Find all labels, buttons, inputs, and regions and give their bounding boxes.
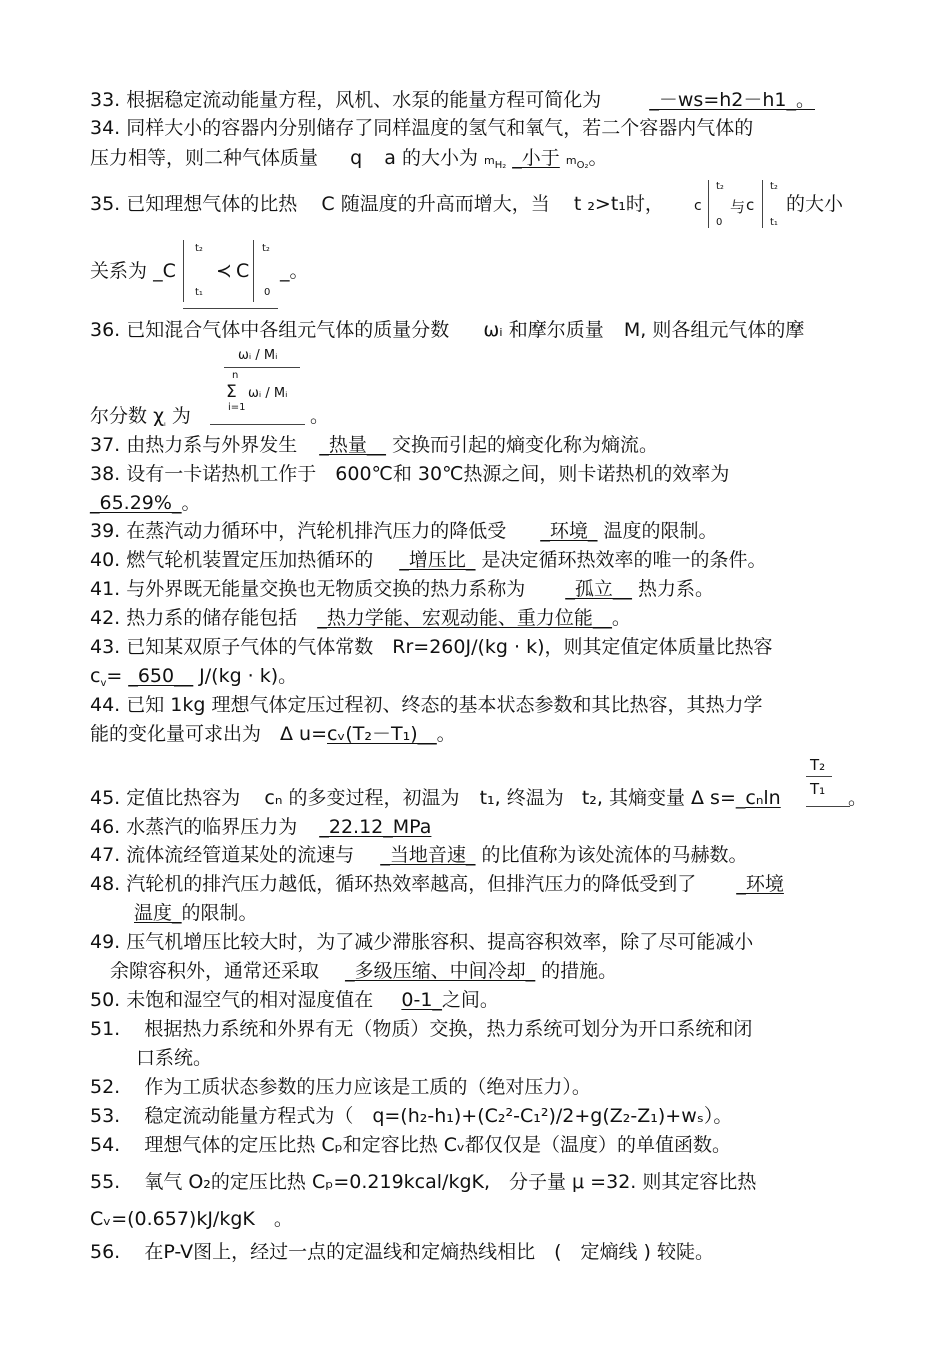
q36-wei: 为 (171, 405, 191, 427)
q35-answer-underline (183, 308, 278, 309)
q42-a: 热力系的储存能包括 (126, 607, 298, 629)
q47-answer: _当地音速_ (380, 844, 476, 866)
q41-a: 与外界既无能量交换也无物质交换的热力系称为 (126, 578, 526, 600)
q35-limit-upper1: t₂ (716, 181, 724, 192)
q55-number: 55. (90, 1171, 121, 1193)
q34-line1 (90, 116, 753, 140)
q48-line2 (134, 901, 258, 925)
q49-number: 49. (90, 931, 121, 953)
q36-text2: 和摩尔质量 (508, 319, 604, 341)
q49-line1 (90, 930, 753, 954)
q35-cond: ₂>t₁时， (587, 193, 664, 215)
q37-line (90, 433, 658, 457)
q42-number: 42. (90, 607, 121, 629)
q48-a: 汽轮机的排汽压力越低，循环热效率越高，但排汽压力的降低受到了 (126, 873, 697, 895)
q46-a: 水蒸汽的临界压力为 (126, 816, 298, 838)
q36-omega: ωᵢ (483, 319, 503, 341)
q46-number: 46. (90, 816, 121, 838)
q54-number: 54. (90, 1134, 121, 1156)
q49-l1: 压气机增压比较大时，为了减少滞胀容积、提高容积效率，除了尽可能减小 (126, 931, 754, 953)
q34-text: 同样大小的容器内分别储存了同样温度的氢气和氧气，若二个容器内气体的 (126, 117, 754, 139)
q47-line (90, 843, 747, 867)
q51-l2: 口系统。 (136, 1047, 213, 1069)
q54-text: 理想气体的定压比热 Cₚ和定容比热 Cᵥ都仅仅是（温度）的单值函数。 (144, 1134, 731, 1156)
q38-text: 设有一卡诺热机工作于 600℃和 30℃热源之间，则卡诺热机的效率为 (126, 463, 730, 485)
q35-eval-bar1 (708, 180, 709, 228)
q36-answer-underline (210, 424, 305, 425)
q45-text4: 其熵变量 Δ s=_ (608, 787, 746, 809)
q48-answer2: 温度_ (134, 902, 182, 924)
q45-frac-denominator: T₁ (810, 780, 826, 798)
q43-v: v (100, 678, 107, 689)
q34-number: 34. (90, 117, 121, 139)
q34-answer: _小于 (512, 147, 560, 169)
q38-answer: _65.29%_ (90, 492, 182, 514)
q50-number: 50. (90, 989, 121, 1011)
q38-line1 (90, 462, 729, 486)
q36-text3: 则各组元气体的摩 (652, 319, 805, 341)
q36-line2 (90, 404, 191, 436)
q54-line (90, 1133, 731, 1157)
q56-number: 56. (90, 1241, 121, 1263)
q49-line2 (110, 959, 617, 983)
q35-limit-upper2: t₂ (770, 181, 778, 192)
q37-a: 由热力系与外界发生 (126, 434, 298, 456)
q34-m: m (484, 154, 495, 167)
q56-text: 在P-V图上，经过一点的定温线和定熵热线相比 ( 定熵线 ) 较陡。 (144, 1241, 714, 1263)
q39-line (90, 519, 717, 543)
q35-line2 (90, 259, 176, 283)
q46-answer: _22.12_MPa (319, 816, 432, 838)
q35-limit-lower2: t₁ (770, 217, 778, 228)
q34-text2: 压力相等，则二种气体质量 (90, 147, 319, 169)
q35-tail: _。 (280, 260, 309, 282)
q43-unit: J/(kg · k)。 (199, 665, 298, 687)
q49-b: 的措施。 (541, 960, 618, 982)
q36-sum-upper: n (232, 370, 239, 381)
q35-eval-bar2 (762, 180, 763, 228)
q35-c1: c (694, 198, 702, 214)
q41-line (90, 577, 714, 601)
q36-frac-denominator: ωᵢ / Mᵢ (248, 386, 288, 401)
q36-number: 36. (90, 319, 121, 341)
q36-tail: 。 (310, 405, 330, 427)
q52-line (90, 1075, 591, 1099)
q45-cn: cₙ (264, 787, 283, 809)
q36-text: 已知混合气体中各组元气体的质量分数 (126, 319, 450, 341)
q50-answer: 0-1_ (401, 989, 442, 1011)
q44-number: 44. (90, 694, 121, 716)
q45-text: 定值比热容为 (126, 787, 241, 809)
q42-line (90, 606, 631, 630)
q55-l2: Cᵥ=(0.657)kJ/kgK 。 (90, 1208, 293, 1230)
q36-line1 (90, 318, 804, 342)
q45-number: 45. (90, 787, 121, 809)
q53-number: 53. (90, 1105, 121, 1127)
q35-t: t (573, 193, 582, 215)
q43-eq: = (106, 665, 123, 687)
q39-a: 在蒸汽动力循环中，汽轮机排汽压力的降低受 (126, 520, 507, 542)
q51-line2 (136, 1046, 212, 1070)
q34-q: q (350, 147, 363, 169)
q50-a: 未饱和湿空气的相对湿度值在 (126, 989, 374, 1011)
q39-b: 温度的限制。 (603, 520, 718, 542)
q35-c: C (321, 193, 335, 215)
q45-t1: t₁, (479, 787, 501, 809)
q52-number: 52. (90, 1076, 121, 1098)
q49-a: 余隙容积外，通常还采取 (110, 960, 320, 982)
q38-number: 38. (90, 463, 121, 485)
q33-answer: _－ws=h2－h1_。 (649, 89, 815, 111)
q47-number: 47. (90, 844, 121, 866)
q38-end: 。 (181, 492, 201, 514)
q42-b: 。 (611, 607, 631, 629)
q49-answer: _多级压缩、中间冷却_ (345, 960, 536, 982)
q36-sum-lower: i=1 (228, 402, 246, 413)
q47-b: 的比值称为该处流体的马赫数。 (481, 844, 748, 866)
q48-b: 的限制。 (181, 902, 258, 924)
q34-line2 (90, 146, 607, 178)
q42-answer: _热力学能、宏观动能、重力位能__ (317, 607, 612, 629)
q50-line (90, 988, 499, 1012)
q35-cb: C (236, 260, 250, 282)
q55-line1 (90, 1170, 756, 1194)
q34-m2: m (565, 154, 577, 167)
q44-text: 已知 1kg 理想气体定压过程初、终态的基本状态参数和其比热容，其热力学 (126, 694, 763, 716)
q48-answer: _环境 (736, 873, 784, 895)
q35-limit-upper3: t₂ (195, 243, 203, 254)
q41-number: 41. (90, 578, 121, 600)
q48-number: 48. (90, 873, 121, 895)
q39-number: 39. (90, 520, 121, 542)
q51-l1: 根据热力系统和外界有无（物质）交换，热力系统可划分为开口系统和闭 (144, 1018, 753, 1040)
q38-line2 (90, 491, 200, 515)
q35-eval-bar4 (253, 240, 254, 302)
q52-text: 作为工质状态参数的压力应该是工质的（绝对压力）。 (144, 1076, 591, 1098)
q45-answer: cₙln (745, 787, 781, 809)
q34-a: a 的大小为 (384, 147, 478, 169)
q45-answer-underline (806, 806, 850, 807)
q36-M: M, (623, 319, 647, 341)
q55-text: 氧气 O₂的定压比热 Cₚ=0.219kcal/kgK, 分子量 μ =32. 则其定容比热 (144, 1171, 757, 1193)
q45-frac-numerator: T₂ (810, 756, 826, 774)
q40-answer: _增压比_ (399, 549, 476, 571)
q36-i: ᵢ (164, 418, 166, 429)
q35-text: 已知理想气体的比热 (126, 193, 298, 215)
q43-line2 (90, 664, 297, 696)
q44-l2: 能的变化量可求出为 Δ u= (90, 723, 327, 745)
q36-frac-bar (224, 367, 300, 368)
q40-a: 燃气轮机装置定压加热循环的 (126, 549, 374, 571)
q37-b: 交换而引起的熵变化称为熵流。 (391, 434, 658, 456)
q35-c2: c (746, 196, 755, 214)
q33-line (90, 88, 815, 112)
q43-line1 (90, 635, 772, 659)
q45-text3: 终温为 (506, 787, 564, 809)
q35-line1 (90, 192, 664, 216)
q33-number: 33. (90, 89, 121, 111)
q40-b: 是决定循环热效率的唯一的条件。 (481, 549, 767, 571)
q43-text: 已知某双原子气体的气体常数 Rr=260J/(kg · k)，则其定值定体质量比热容 (126, 636, 773, 658)
q46-line (90, 815, 431, 839)
q37-number: 37. (90, 434, 121, 456)
q56-line (90, 1240, 714, 1264)
q40-number: 40. (90, 549, 121, 571)
q35-limit-lower3: t₁ (195, 287, 203, 298)
q36-chi: χ (153, 405, 165, 427)
q35-eval-bar3 (183, 240, 184, 302)
q40-line (90, 548, 766, 572)
q35-limit-lower1: 0 (716, 217, 723, 228)
q35-lt: ≺ (216, 260, 232, 282)
q35-number: 35. (90, 193, 121, 215)
q41-b: 热力系。 (637, 578, 714, 600)
q48-line1 (90, 872, 784, 896)
q45-t2: t₂, (581, 787, 603, 809)
q33-text: 根据稳定流动能量方程，风机、水泵的能量方程可简化为 (126, 89, 602, 111)
q47-a: 流体流经管道某处的流速与 (126, 844, 355, 866)
q43-answer: _650__ (128, 665, 194, 687)
q53-text: 稳定流动能量方程式为（ q=(h₂-h₁)+(C₂²-C₁²)/2+g(Z₂-Z₁)+wₛ）。 (144, 1105, 733, 1127)
q41-answer: _孤立__ (565, 578, 632, 600)
q50-b: 之间。 (441, 989, 499, 1011)
q36-l2: 尔分数 (90, 405, 148, 427)
q36-sigma: Σ (226, 382, 237, 402)
q35-limit-lower4: 0 (264, 287, 271, 298)
q44-end: 。 (436, 723, 456, 745)
q35-limit-upper4: t₂ (262, 243, 270, 254)
q51-number: 51. (90, 1018, 121, 1040)
q35-text2: 随温度的升高而增大，当 (340, 193, 550, 215)
q43-number: 43. (90, 636, 121, 658)
q53-line (90, 1104, 732, 1128)
q45-text2: 的多变过程，初温为 (288, 787, 460, 809)
q37-answer: _热量__ (319, 434, 386, 456)
q45-frac-bar (806, 776, 832, 777)
q44-line2 (90, 722, 456, 746)
q35-yu: 与 (730, 198, 746, 216)
q45-line (90, 786, 781, 810)
q35-ca: _C (153, 260, 176, 282)
q45-end: 。 (848, 787, 868, 809)
q51-line1 (90, 1017, 752, 1041)
q34-h2: H₂ (494, 160, 507, 171)
q34-end: 。 (588, 147, 608, 169)
q34-o2: O₂ (576, 160, 589, 171)
q35-end: 的大小 (786, 193, 844, 215)
q36-frac-numerator: ωᵢ / Mᵢ (238, 348, 278, 363)
q44-answer: cᵥ(T₂－T₁)__ (327, 723, 437, 745)
q35-l2: 关系为 (90, 260, 148, 282)
q44-line1 (90, 693, 763, 717)
q39-answer: _环境_ (540, 520, 598, 542)
q55-line2 (90, 1207, 293, 1231)
q43-c: c (90, 665, 101, 687)
